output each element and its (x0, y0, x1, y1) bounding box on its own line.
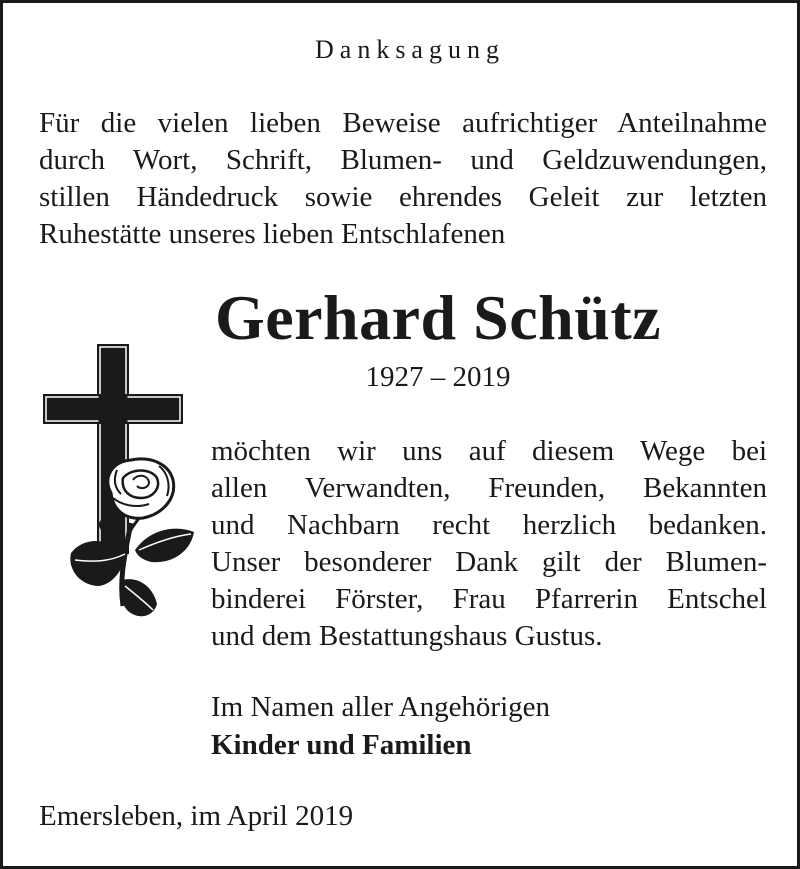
signature-line: Im Namen aller Angehörigen (211, 691, 551, 723)
thanks-line: und Nachbarn recht herzlich bedanken. (211, 509, 767, 541)
cross-with-rose-icon (39, 338, 209, 628)
thanks-line: allen Verwandten, Freunden, Bekannten (211, 472, 767, 504)
notice-heading: Danksagung (315, 35, 505, 64)
intro-line: durch Wort, Schrift, Blumen- und Geldzuwendungen, (39, 144, 767, 176)
deceased-name: Gerhard Schütz (214, 282, 662, 353)
thanks-line: und dem Bestattungshaus Gustus. (211, 620, 603, 652)
signature-names: Kinder und Familien (211, 729, 472, 761)
place-date: Emersleben, im April 2019 (39, 800, 354, 832)
intro-line: Ruhestätte unseres lieben Entschlafenen (39, 218, 506, 250)
thanks-line: Unser besonderer Dank gilt der Blumen- (211, 546, 767, 578)
thanks-line: binderei Förster, Frau Pfarrerin Entschel (211, 583, 767, 615)
thanks-paragraph (211, 433, 767, 655)
rose-leaves-icon (70, 518, 194, 616)
life-years: 1927 – 2019 (365, 361, 511, 393)
intro-line: stillen Händedruck sowie ehrendes Geleit zur letzten (39, 181, 767, 213)
intro-paragraph (39, 105, 767, 253)
intro-line: Für die vielen lieben Beweise aufrichtiger Anteilnahme (39, 107, 767, 139)
cross-icon (43, 344, 183, 554)
thanks-line: möchten wir uns auf diesem Wege bei (211, 435, 767, 467)
